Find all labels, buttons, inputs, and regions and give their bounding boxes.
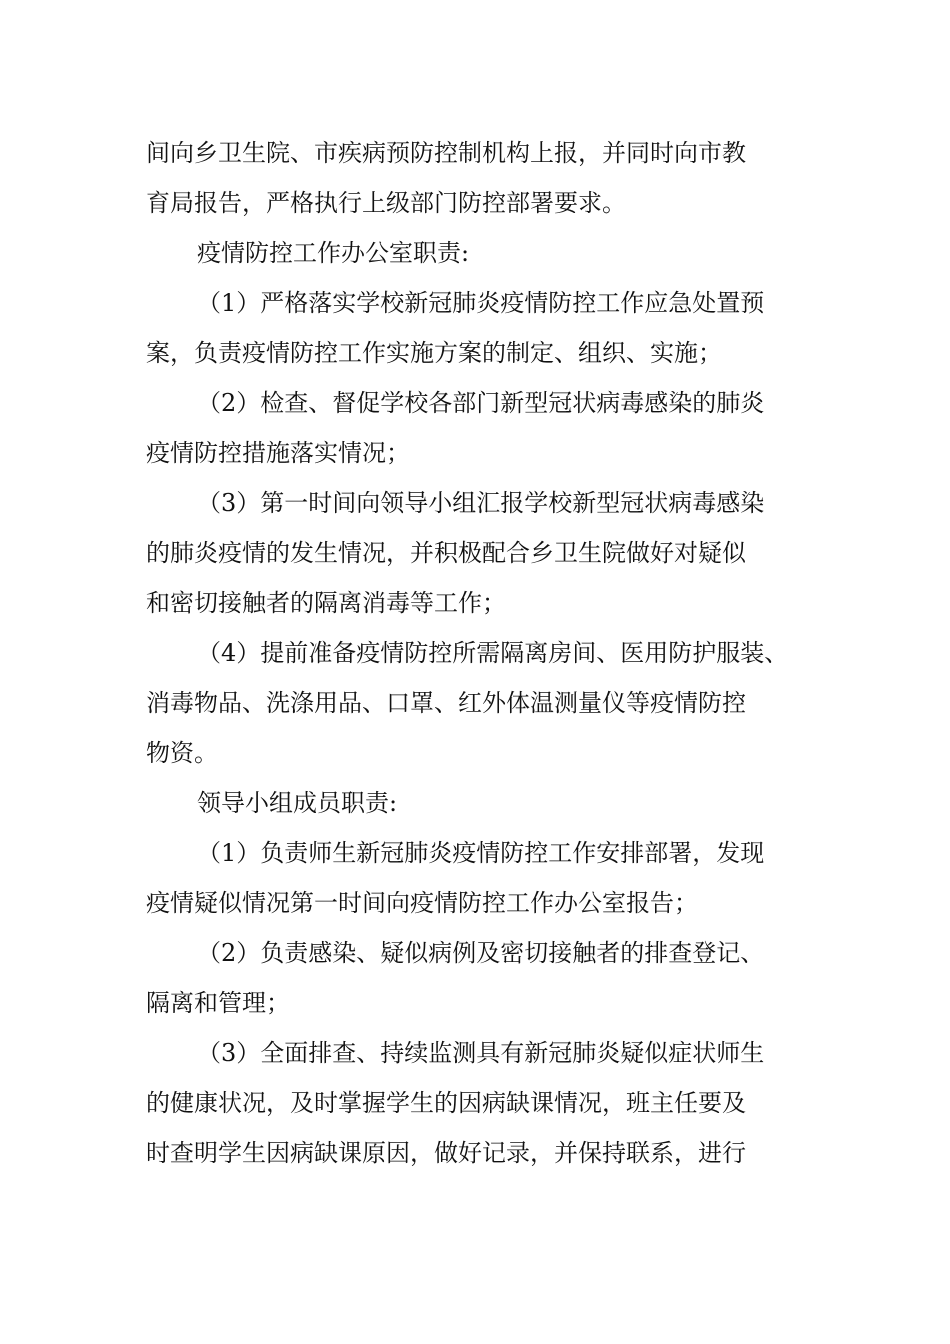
body-text-line: 疫情防控措施落实情况； [146, 439, 410, 467]
body-text-line: 隔离和管理； [146, 989, 290, 1017]
body-text-line: （1）严格落实学校新冠肺炎疫情防控工作应急处置预 [197, 289, 765, 317]
body-text-line: 育局报告，严格执行上级部门防控部署要求。 [146, 189, 626, 217]
body-text-line: （4）提前准备疫情防控所需隔离房间、医用防护服装、 [197, 639, 789, 667]
section-heading-office-duties: 疫情防控工作办公室职责: [197, 239, 470, 267]
body-text-line: 间向乡卫生院、市疾病预防控制机构上报，并同时向市教 [146, 139, 746, 167]
body-text-line: （3）第一时间向领导小组汇报学校新型冠状病毒感染 [197, 489, 765, 517]
body-text-line: 消毒物品、洗涤用品、口罩、红外体温测量仪等疫情防控 [146, 689, 746, 717]
body-text-line: 的健康状况，及时掌握学生的因病缺课情况，班主任要及 [146, 1089, 746, 1117]
body-text-line: （2）检查、督促学校各部门新型冠状病毒感染的肺炎 [197, 389, 765, 417]
section-heading-member-duties: 领导小组成员职责: [197, 789, 398, 817]
body-text-line: 时查明学生因病缺课原因，做好记录，并保持联系，进行 [146, 1139, 746, 1167]
body-text-line: （2）负责感染、疑似病例及密切接触者的排查登记、 [197, 939, 765, 967]
body-text-line: 的肺炎疫情的发生情况，并积极配合乡卫生院做好对疑似 [146, 539, 746, 567]
body-text-line: 物资。 [146, 739, 218, 767]
body-text-line: （3）全面排查、持续监测具有新冠肺炎疑似症状师生 [197, 1039, 765, 1067]
body-text-line: 疫情疑似情况第一时间向疫情防控工作办公室报告； [146, 889, 698, 917]
body-text-line: 案，负责疫情防控工作实施方案的制定、组织、实施； [146, 339, 722, 367]
body-text-line: 和密切接触者的隔离消毒等工作； [146, 589, 506, 617]
body-text-line: （1）负责师生新冠肺炎疫情防控工作安排部署，发现 [197, 839, 765, 867]
